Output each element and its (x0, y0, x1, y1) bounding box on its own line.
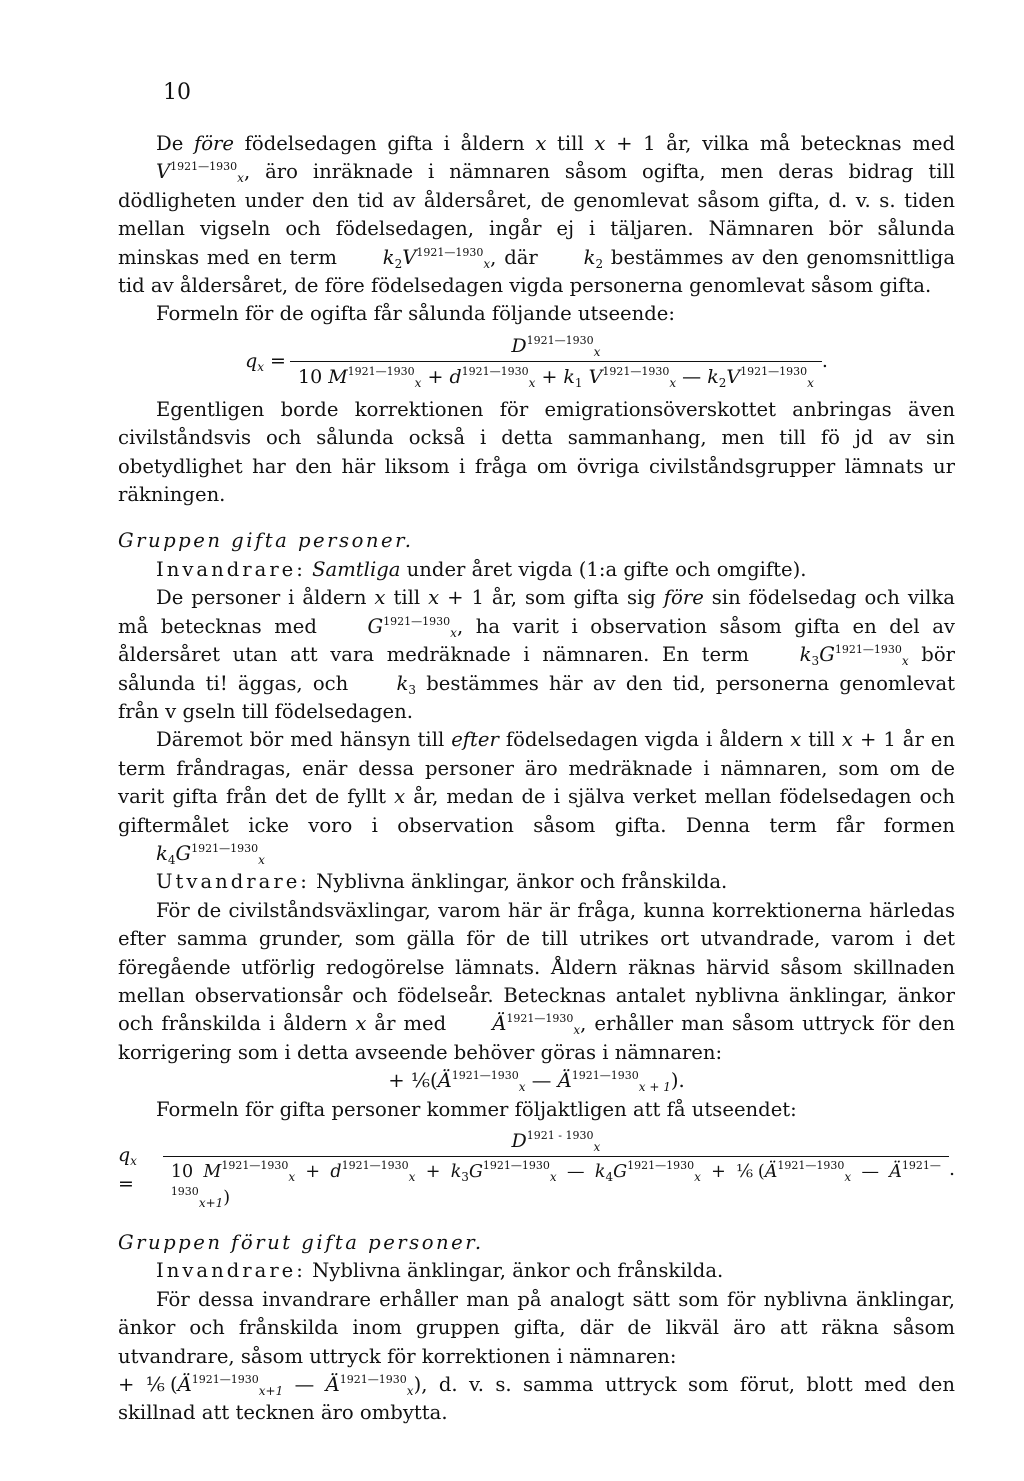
symbol-k2: $k_2$ (583, 245, 604, 271)
text-run: , äro inräknade i nämnaren såsom ogifta, men deras bidrag till dödligheten under den tid av åldersåret, de genomlevat såsom gifta, d. v. s. tiden mellan vigseln och födelsedagen, ingår ej i täljaren. Nämnaren bör sålunda minskas med en term (118, 160, 955, 269)
denominator: 10 $M^{1921—1930}_x + d^{1921—1930}_x + k_1$ $V^{1921—1930}_x$ — $k_2V^{1921—1930}_x$ (290, 361, 822, 390)
page-number: 10 (163, 80, 191, 105)
section-heading-gifta: Gruppen gifta personer. (118, 529, 414, 553)
paragraph-12: + $\frac{1}{6}(Ä^{1921—1930}_{x+1}$ — $Ä^{1921—1930}_x$), d. v. s. samma uttryck som förut, blott med den skillnad att tecknen äro ombytta. (118, 1373, 955, 1425)
symbol-G: $G^{1921—1930}_x$ (367, 614, 457, 640)
paragraph-3: Egentligen borde korrektionen för emigrationsöverskottet anbringas även civilståndsvis och sålunda också i detta sammanhang, men till fö jd av sin obetydlighet har den här liksom i fråga om övriga civilståndsgrupper lämnats ur räkningen. (118, 397, 955, 507)
formula-end: . (948, 1158, 955, 1181)
paragraph-8: För de civilståndsväxlingar, varom här är fråga, kunna korrektionerna härledas efter samma grunder, som gälla för de till utrikes ort utvandrade, varom i det föregående utförlig redogörelse lämnats. Åldern räknas härvid såsom skillnaden mellan observationsår och födelseår. Betecknas antalet nyblivna änklingar, änkor och frånskilda i åldern x år med $Ä^{1921—1930}_x$, erhåller man såsom uttryck för den korrigering som i detta avseende behöver göras i nämnaren: (118, 898, 955, 1064)
text-run: bestämmes av den genomsnittliga tid av åldersåret, de före födelsedagen vigda personerna genomlevat såsom gifta. (118, 245, 955, 298)
formula-gifta (118, 1128, 955, 1211)
numerator: $D^{1921 - 1930}_x$ (511, 1129, 601, 1154)
formula-lhs: $q_x$ = (118, 1144, 137, 1195)
symbol-k3: $k_3$ (396, 671, 416, 697)
emphasis: före (193, 132, 234, 155)
paragraph-invandrare (118, 556, 955, 584)
symbol-k2V: $k_2V^{1921—1930}_x$ (382, 245, 491, 271)
text-run: De (156, 132, 194, 155)
paragraph-2: Formeln för de ogifta får sålunda följande utseende: (156, 302, 676, 326)
text-run: , där (490, 245, 546, 269)
formula-end: . (821, 350, 828, 373)
symbol-k4G: $k_4G^{1921—1930}_x$ (156, 841, 265, 867)
symbol-V: $V^{1921—1930}_x$ (156, 160, 244, 186)
paragraph-11: För dessa invandrare erhåller man på analogt sätt som för nyblivna änklingar, änkor och frånskilda inom gruppen gifta, där de likväl äro att räkna såsom utvandrare, såsom uttryck för korrektionen i nämnaren: (118, 1287, 955, 1368)
text-run: under året vigda (1:a gifte och omgifte). (400, 557, 807, 581)
paragraph-1 (118, 130, 955, 300)
numerator: $D^{1921—1930}_x$ (511, 333, 601, 359)
text-run: till (546, 132, 595, 155)
text-run: + 1 år, vilka må betecknas med (605, 132, 955, 155)
symbol-k3G: $k_3G^{1921—1930}_x$ (799, 643, 909, 669)
symbol-A: $Ä^{1921—1930}_x$ (492, 1012, 581, 1038)
paragraph-utvandrare (118, 868, 955, 896)
paragraph-9: Formeln för gifta personer kommer följaktligen att få utseendet: (156, 1097, 797, 1121)
denominator: 10 $M^{1921—1930}_x + d^{1921—1930}_x + k_3G^{1921—1930}_x$ — $k_4G^{1921—1930}_x$ + $\frac{1}{6}(Ä^{1921—1930}_x$ — $Ä^{1921—1930}_{x+1}$) (163, 1156, 949, 1211)
paragraph-invandrare-2 (118, 1257, 955, 1285)
section-heading-forut-gifta: Gruppen förut gifta personer. (118, 1231, 484, 1254)
text-run: födelsedagen gifta i åldern (233, 132, 536, 155)
paragraph-6: Däremot bör med hänsyn till efter födelsedagen vigda i åldern x till x + 1 år en term fråndragas, enär dessa personer äro medräknade i nämnaren, som om de varit gifta från det de fyllt x år, medan de i själva verket mellan födelsedagen och giftermålet icke voro i observation såsom gifta. Denna term får formen $k_4G^{1921—1930}_x$ (118, 728, 956, 867)
fraction (163, 1128, 949, 1211)
label-invandrare: Invandrare: (156, 1259, 306, 1283)
formula-ogifta (118, 333, 955, 390)
body-text (118, 130, 955, 1428)
emphasis: Samtliga (312, 557, 401, 581)
paragraph-5: De personer i åldern x till x + 1 år, som gifta sig före sin födelsedag och vilka må betecknas med $G^{1921—1930}_x$, ha varit i observation såsom gifta en del av åldersåret utan att vara medräknade i nämnaren. En term $k_3G^{1921—1930}_x$ bör sålunda ti! äggas, och $k_3$ bestämmes här av den tid, personerna genomlevat från v gseln till födelsedagen. (118, 586, 955, 723)
var-x: x (594, 132, 606, 155)
text-run: Nyblivna änklingar, änkor och frånskilda. (309, 870, 728, 894)
formula-correction: + $\frac{1}{6}(Ä^{1921—1930}_x$ — $Ä^{1921—1930}_{x + 1}$). (388, 1069, 685, 1095)
label-invandrare: Invandrare: (156, 557, 306, 581)
text-run: Nyblivna änklingar, änkor och frånskilda. (305, 1259, 724, 1283)
var-x: x (535, 132, 547, 155)
label-utvandrare: Utvandrare: (156, 870, 310, 894)
formula-lhs: $q_x$ = (245, 350, 286, 375)
fraction (290, 333, 822, 390)
